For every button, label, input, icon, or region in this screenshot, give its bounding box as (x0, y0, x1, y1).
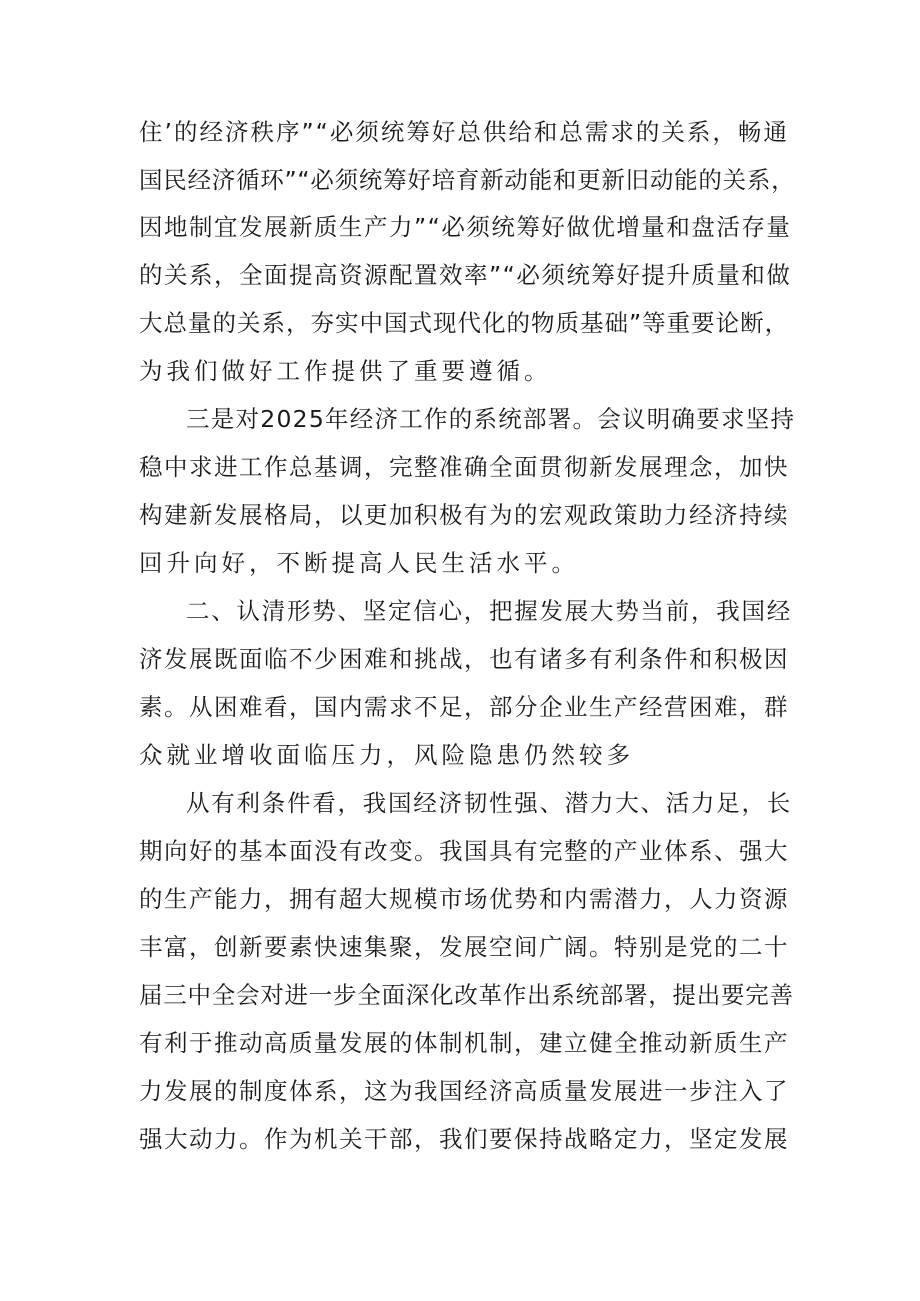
text-line: 为我们做好工作提供了重要遵循。 (139, 357, 552, 385)
text-line: 强大动力。作为机关干部，我们要保持战略定力，坚定发展 (139, 1125, 789, 1153)
text-line: 济发展既面临不少困难和挑战，也有诸多有利条件和积极因 (139, 645, 789, 673)
text-line: 稳中求进工作总基调，完整准确全面贯彻新发展理念，加快 (139, 453, 789, 481)
text-line: 构建新发展格局，以更加积极有为的宏观政策助力经济持续 (139, 501, 789, 529)
text-line: 力发展的制度体系，这为我国经济高质量发展进一步注入了 (139, 1077, 789, 1105)
text-line: 届三中全会对进一步全面深化改革作出系统部署，提出要完善 (139, 981, 794, 1009)
text-line: 大总量的关系，夯实中国式现代化的物质基础”等重要论断， (139, 309, 790, 337)
text-line: 的生产能力，拥有超大规模市场优势和内需潜力，人力资源 (139, 885, 789, 913)
text-line: 期向好的基本面没有改变。我国具有完整的产业体系、强大 (139, 837, 789, 865)
paragraph-first-line: 三是对2025年经济工作的系统部署。会议明确要求坚持 (186, 405, 796, 433)
paragraph-first-line: 二、认清形势、坚定信心，把握发展大势当前，我国经 (186, 597, 792, 625)
text-line: 素。从困难看，国内需求不足，部分企业生产经营困难，群 (139, 693, 789, 721)
text-line: 回升向好，不断提高人民生活水平。 (139, 549, 579, 577)
text-line: 的关系，全面提高资源配置效率”“必须统筹好提升质量和做 (139, 261, 792, 289)
text-line: 住’的经济秩序”“必须统筹好总供给和总需求的关系，畅通 (139, 118, 789, 146)
text-line: 国民经济循环”“必须统筹好培育新动能和更新旧动能的关系， (139, 166, 796, 194)
text-line: 丰富，创新要素快速集聚，发展空间广阔。特别是党的二十 (139, 933, 789, 961)
text-line: 因地制宜发展新质生产力”“必须统筹好做优增量和盘活存量 (139, 213, 792, 241)
text-line: 有利于推动高质量发展的体制机制，建立健全推动新质生产 (139, 1029, 789, 1057)
text-line: 众就业增收面临压力，风险隐患仍然较多 (139, 741, 634, 769)
paragraph-first-line: 从有利条件看，我国经济韧性强、潜力大、活力足，长 (186, 789, 792, 817)
